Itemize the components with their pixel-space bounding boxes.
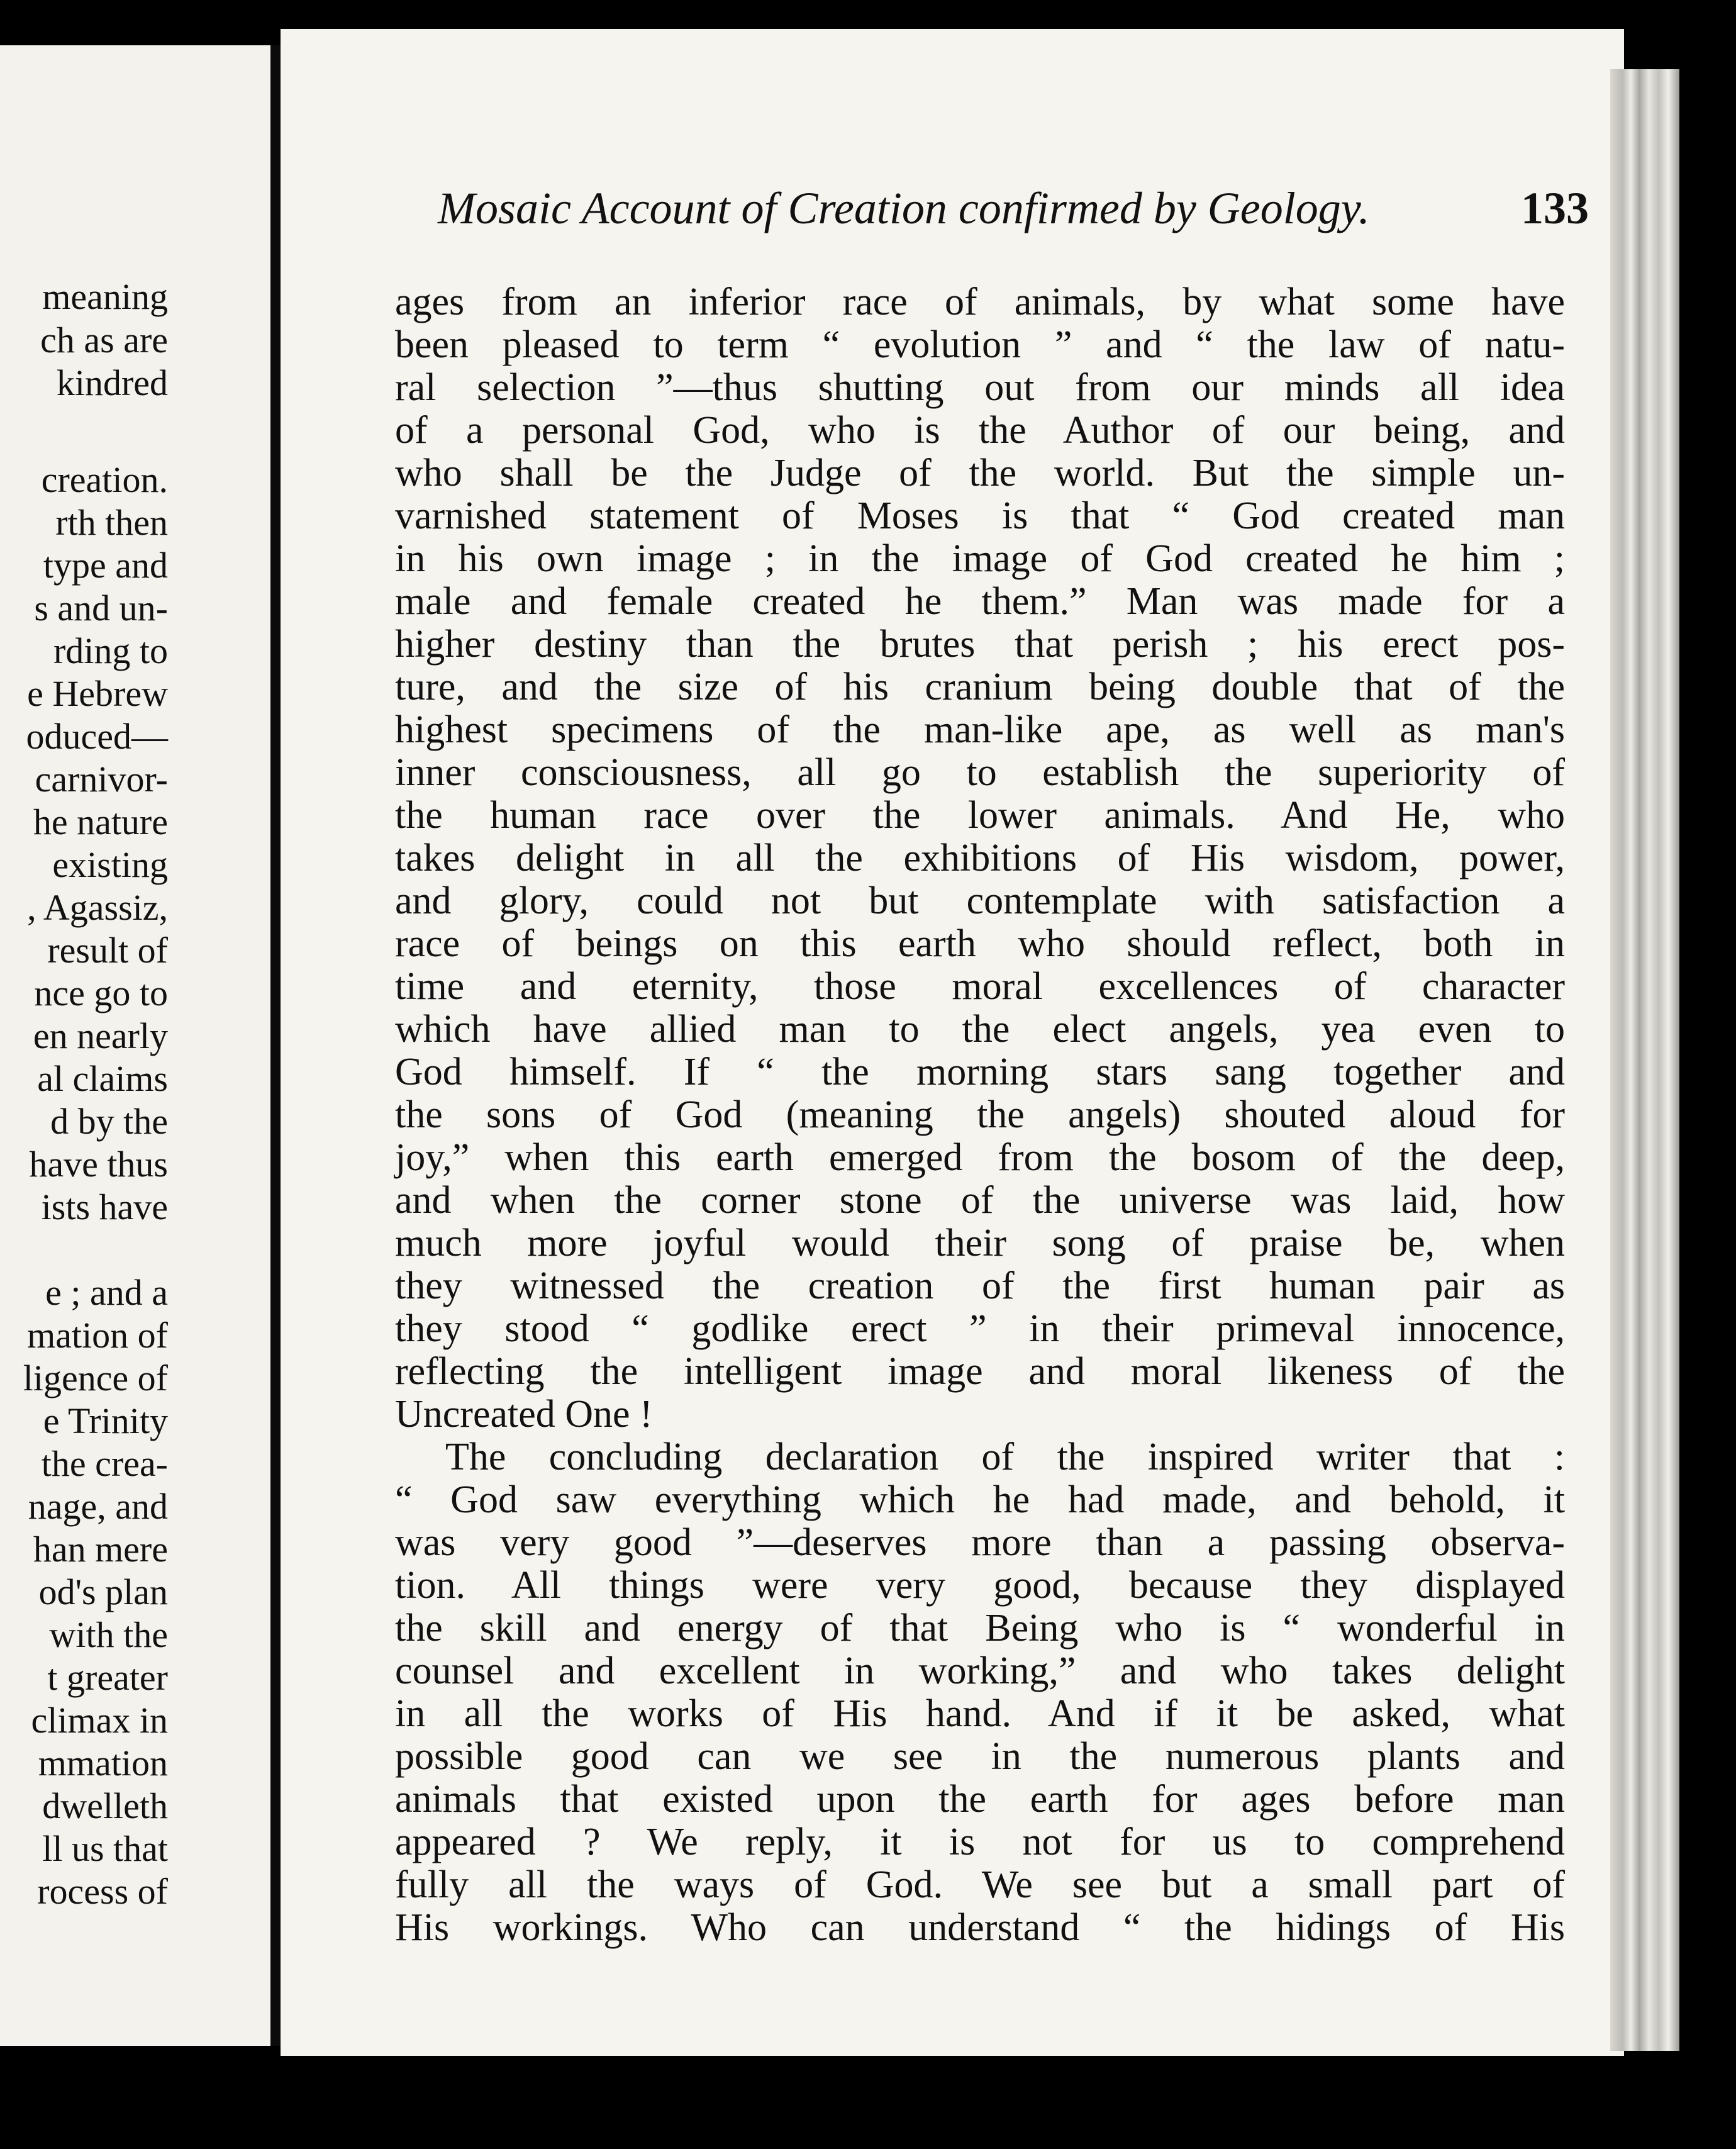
left-page-line: dwelleth (42, 1785, 168, 1826)
left-page-line: rth then (55, 502, 168, 543)
body-text-line: the human race over the lower animals. And He, who (395, 794, 1565, 837)
body-text-line: in his own image ; in the image of God created he him ; (395, 537, 1565, 580)
body-text-line: God himself. If “ the morning stars sang together and (395, 1051, 1565, 1093)
body-text-line: possible good can we see in the numerous plants and (395, 1735, 1565, 1778)
body-text-line: in all the works of His hand. And if it be asked, what (395, 1692, 1565, 1735)
left-page-line: meaning (42, 276, 168, 317)
left-page-line: existing (52, 844, 168, 885)
left-page-line: he nature (33, 801, 168, 842)
left-page-line: have thus (29, 1144, 168, 1185)
left-page-line: s and un- (34, 588, 168, 628)
running-head (438, 180, 1589, 237)
left-page-line: od's plan (38, 1571, 168, 1612)
left-page-line: oduced— (26, 716, 168, 757)
body-text-line: ture, and the size of his cranium being double that of the (395, 666, 1565, 708)
body-text-line: of a personal God, who is the Author of our being, and (395, 409, 1565, 452)
left-page-line: ligence of (23, 1358, 168, 1398)
body-text-line: they stood “ godlike erect ” in their primeval innocence, (395, 1307, 1565, 1350)
body-text-line: who shall be the Judge of the world. But the simple un- (395, 452, 1565, 494)
body-text-line: appeared ? We reply, it is not for us to comprehend (395, 1821, 1565, 1863)
body-text-line: animals that existed upon the earth for ages before man (395, 1778, 1565, 1821)
body-text-line: been pleased to term “ evolution ” and “ the law of natu- (395, 323, 1565, 366)
left-page-line: ists have (41, 1186, 168, 1227)
body-text-line: much more joyful would their song of praise be, when (395, 1222, 1565, 1264)
page-number: 133 (1521, 183, 1589, 233)
body-text-line: time and eternity, those moral excellences of character (395, 965, 1565, 1008)
body-text-line: reflecting the intelligent image and moral likeness of the (395, 1350, 1565, 1393)
body-text-line: which have allied man to the elect angels, yea even to (395, 1008, 1565, 1051)
body-text-line: higher destiny than the brutes that perish ; his erect pos- (395, 623, 1565, 666)
left-page-line: the crea- (41, 1443, 168, 1484)
left-facing-page (0, 45, 274, 2046)
running-head-title: Mosaic Account of Creation confirmed by Geology. (438, 183, 1370, 233)
left-page-line: mmation (38, 1743, 168, 1783)
left-page-line: type and (43, 545, 168, 586)
left-page-line: rding to (53, 630, 168, 671)
left-page-line: mation of (27, 1315, 168, 1356)
right-page (281, 29, 1624, 2056)
body-text-line: fully all the ways of God. We see but a small part of (395, 1863, 1565, 1906)
left-page-line: nce go to (34, 973, 168, 1013)
body-text-line: highest specimens of the man-like ape, as well as man's (395, 708, 1565, 751)
left-page-line: climax in (31, 1700, 168, 1741)
body-text-line: the skill and energy of that Being who is “ wonderful in (395, 1607, 1565, 1649)
body-text-line: race of beings on this earth who should reflect, both in (395, 922, 1565, 965)
book-gutter (270, 45, 281, 2046)
body-text-line: Uncreated One ! (395, 1393, 653, 1436)
body-text-line: male and female created he them.” Man was made for a (395, 580, 1565, 623)
body-text-line: counsel and excellent in working,” and who takes delight (395, 1649, 1565, 1692)
left-page-line: kindred (56, 362, 168, 403)
body-text-line: ral selection ”—thus shutting out from our minds all idea (395, 366, 1565, 409)
left-page-line: rocess of (37, 1871, 168, 1912)
body-text-line: varnished statement of Moses is that “ God created man (395, 494, 1565, 537)
body-text-line: and glory, could not but contemplate with satisfaction a (395, 879, 1565, 922)
body-text-line: was very good ”—deserves more than a passing observa- (395, 1521, 1565, 1564)
left-page-line: ch as are (40, 320, 168, 360)
left-page-line: e ; and a (45, 1272, 168, 1313)
left-page-line: with the (49, 1614, 168, 1655)
left-page-line: han mere (33, 1529, 168, 1570)
left-page-line: al claims (37, 1058, 168, 1099)
left-page-line: e Trinity (43, 1400, 168, 1441)
body-text-line: ages from an inferior race of animals, by what some have (395, 281, 1565, 323)
paragraph-start-line: The concluding declaration of the inspired writer that : (445, 1436, 1565, 1478)
body-text-line: inner consciousness, all go to establish the superiority of (395, 751, 1565, 794)
body-text-line: joy,” when this earth emerged from the bosom of the deep, (395, 1136, 1565, 1179)
page-edges (1610, 69, 1679, 2051)
body-text-line: they witnessed the creation of the first human pair as (395, 1264, 1565, 1307)
body-text-line: takes delight in all the exhibitions of His wisdom, power, (395, 837, 1565, 879)
left-page-line: nage, and (28, 1486, 168, 1527)
left-page-line: carnivor- (35, 759, 168, 800)
left-page-line: , Agassiz, (27, 887, 168, 928)
body-text-line: and when the corner stone of the universe was laid, how (395, 1179, 1565, 1222)
left-page-line: t greater (47, 1657, 168, 1698)
left-page-line: ll us that (42, 1828, 168, 1869)
body-text-line: the sons of God (meaning the angels) shouted aloud for (395, 1093, 1565, 1136)
left-page-line: e Hebrew (27, 673, 168, 714)
left-page-line: creation. (41, 459, 168, 500)
body-text-line: His workings. Who can understand “ the hidings of His (395, 1906, 1565, 1949)
left-page-line: result of (47, 930, 168, 971)
left-page-line: d by the (50, 1101, 168, 1142)
body-text-line: “ God saw everything which he had made, and behold, it (395, 1478, 1565, 1521)
left-page-line: en nearly (33, 1015, 168, 1056)
body-text-line: tion. All things were very good, because they displayed (395, 1564, 1565, 1607)
